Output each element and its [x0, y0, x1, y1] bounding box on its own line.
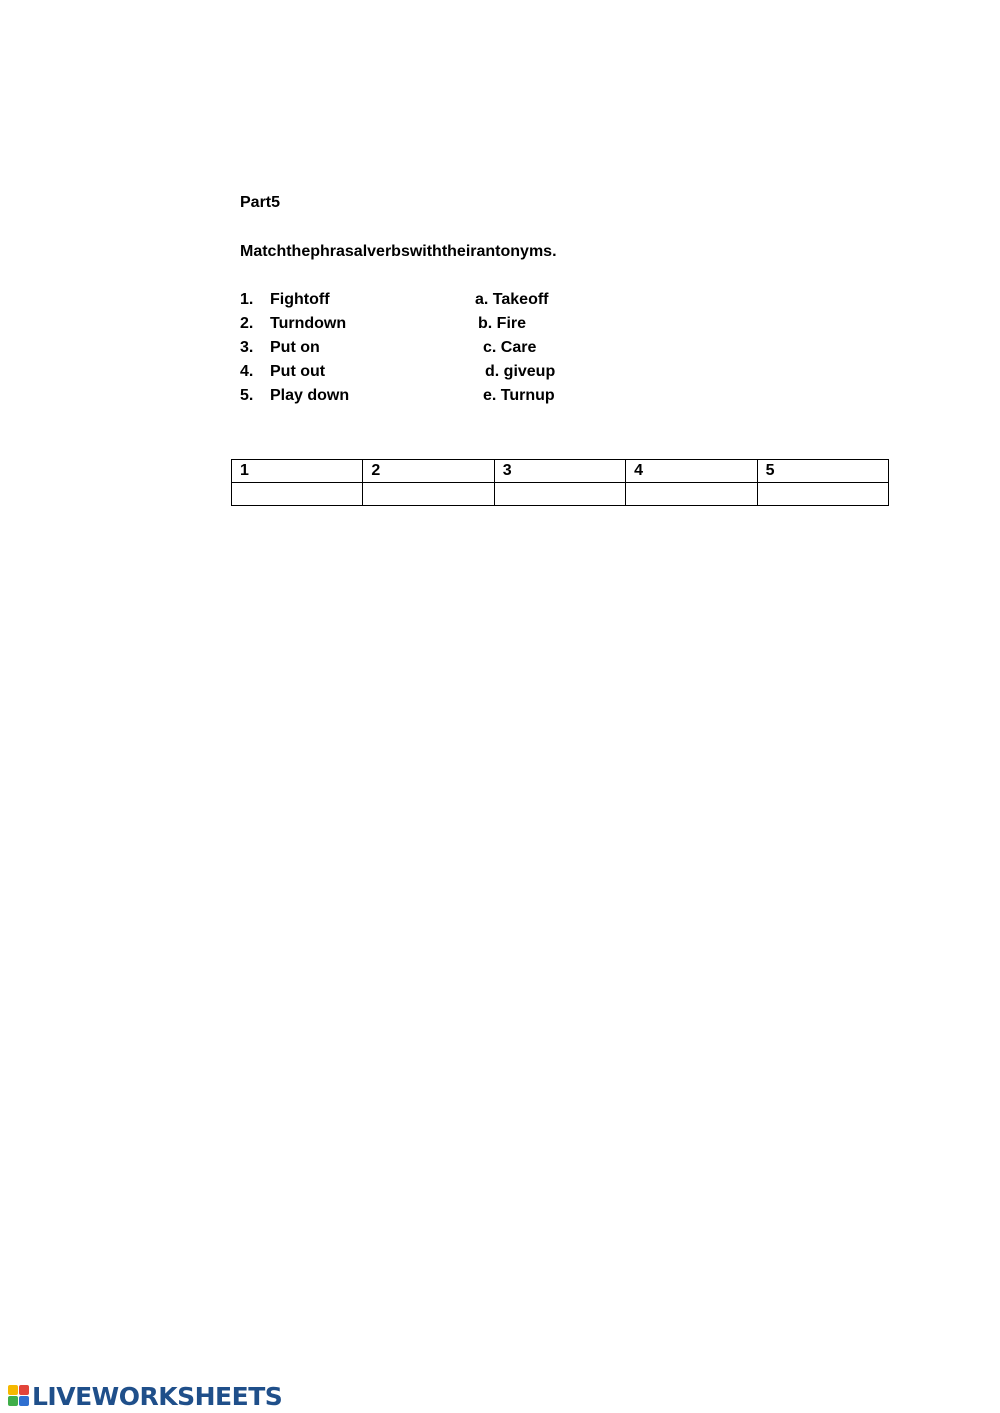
phrasal-verb: Put out [270, 363, 326, 380]
item-number: 1. [240, 291, 254, 308]
logo-tile [19, 1385, 29, 1395]
antonym-option: c. Care [483, 339, 537, 356]
item-number: 4. [240, 363, 254, 380]
logo-tile [8, 1385, 18, 1395]
item-number: 2. [240, 315, 254, 332]
answer-cell[interactable] [232, 483, 363, 506]
instruction-text: Matchthephrasalverbswiththeirantonyms. [240, 243, 557, 260]
answer-table-header: 1 [232, 460, 363, 483]
brand-name: LIVEWORKSHEETS [32, 1381, 283, 1411]
answer-cell[interactable] [494, 483, 625, 506]
list-item [240, 290, 640, 310]
answer-table-header: 4 [626, 460, 757, 483]
answer-table-header-row [232, 460, 889, 483]
list-item [240, 362, 640, 382]
answer-table [231, 459, 889, 506]
list-item [240, 338, 640, 358]
phrasal-verb: Fightoff [270, 291, 330, 308]
part-title: Part5 [240, 194, 281, 211]
logo-tile [19, 1396, 29, 1406]
antonym-option: b. Fire [478, 315, 527, 332]
antonym-option: e. Turnup [483, 387, 555, 404]
antonym-option: a. Takeoff [475, 291, 549, 308]
answer-table-header: 5 [757, 460, 888, 483]
answer-cell[interactable] [626, 483, 757, 506]
item-number: 3. [240, 339, 254, 356]
list-item [240, 314, 640, 334]
logo-tile [8, 1396, 18, 1406]
liveworksheets-logo-icon [8, 1385, 30, 1407]
item-number: 5. [240, 387, 254, 404]
answer-table-input-row [232, 483, 889, 506]
liveworksheets-logo [8, 1382, 282, 1410]
answer-cell[interactable] [363, 483, 494, 506]
answer-table-header: 3 [494, 460, 625, 483]
answer-table-header: 2 [363, 460, 494, 483]
phrasal-verb: Play down [270, 387, 350, 404]
list-item [240, 386, 640, 406]
antonym-option: d. giveup [485, 363, 556, 380]
phrasal-verb: Put on [270, 339, 320, 356]
answer-cell[interactable] [757, 483, 888, 506]
phrasal-verb: Turndown [270, 315, 347, 332]
